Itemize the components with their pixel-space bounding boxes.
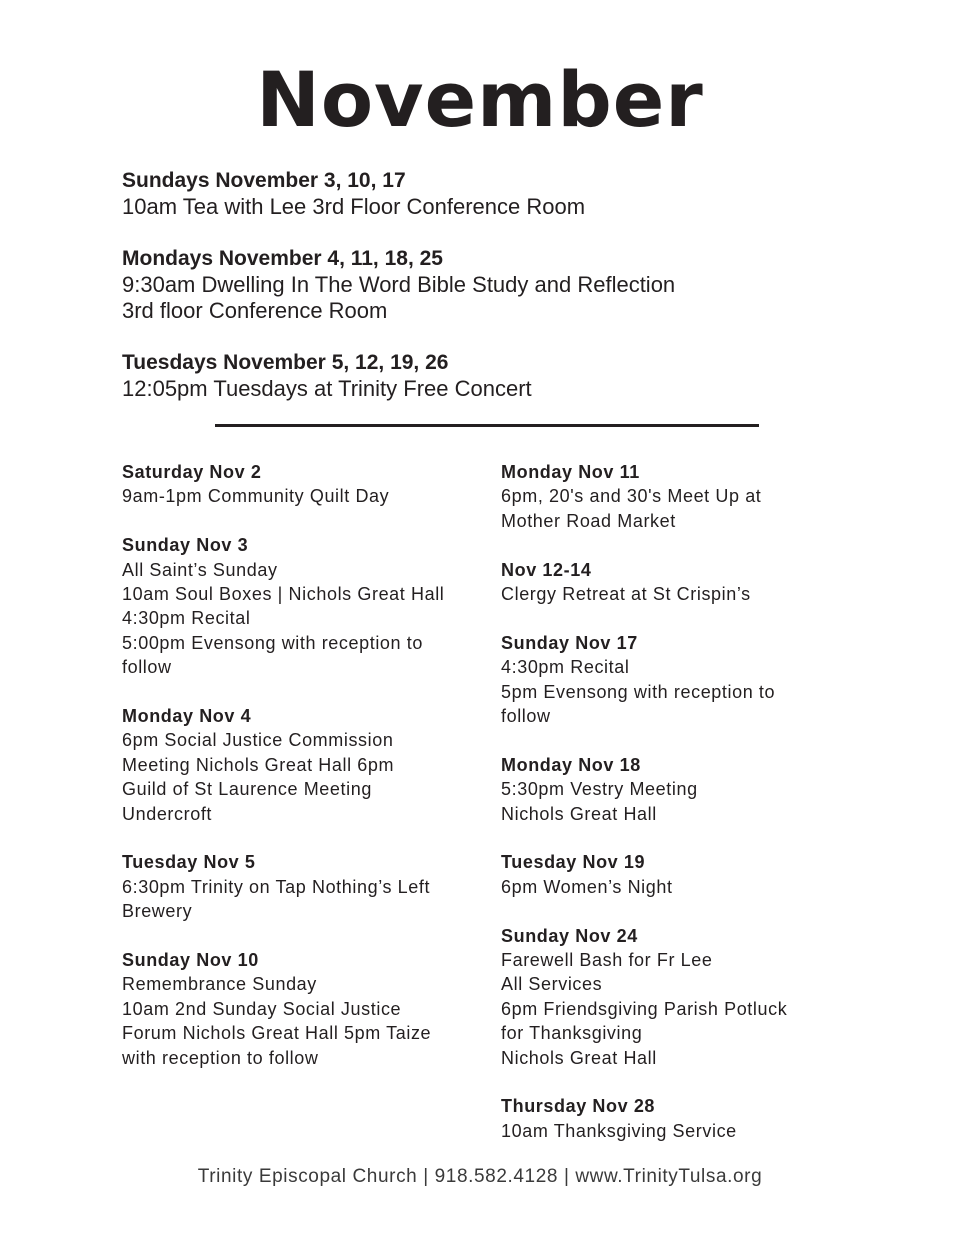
recurring-heading: Mondays November 4, 11, 18, 25 xyxy=(122,247,443,270)
event-detail: Remembrance Sunday xyxy=(122,974,317,995)
event-item xyxy=(501,753,841,826)
recurring-detail: 3rd floor Conference Room xyxy=(122,298,388,323)
event-date: Monday Nov 11 xyxy=(501,462,640,482)
event-date: Monday Nov 4 xyxy=(122,706,252,727)
event-date: Tuesday Nov 5 xyxy=(122,852,256,873)
event-item xyxy=(501,850,841,899)
event-detail: Brewery xyxy=(122,901,193,922)
event-detail: with reception to follow xyxy=(122,1047,319,1068)
event-detail: 6pm Social Justice Commission xyxy=(122,730,394,751)
event-detail: Forum Nichols Great Hall 5pm Taize xyxy=(122,1023,432,1044)
event-detail: All Saint’s Sunday xyxy=(122,559,278,580)
event-item xyxy=(122,850,492,923)
event-date: Tuesday Nov 19 xyxy=(501,852,646,873)
section-divider xyxy=(215,424,759,427)
recurring-block xyxy=(122,168,842,220)
event-detail: 6pm Friendsgiving Parish Potluck xyxy=(501,998,788,1019)
recurring-detail: 9:30am Dwelling In The Word Bible Study and Reflection xyxy=(122,272,676,297)
page-title: November xyxy=(256,55,704,144)
recurring-heading: Sundays November 3, 10, 17 xyxy=(122,169,406,192)
events-column-left xyxy=(122,460,492,1094)
event-item xyxy=(501,460,841,533)
event-detail: for Thanksgiving xyxy=(501,1023,643,1044)
event-detail: 9am-1pm Community Quilt Day xyxy=(122,486,390,507)
event-detail: 6:30pm Trinity on Tap Nothing’s Left xyxy=(122,876,431,897)
event-detail: 4:30pm Recital xyxy=(501,657,630,678)
event-detail: 5:30pm Vestry Meeting xyxy=(501,779,698,800)
recurring-detail: 10am Tea with Lee 3rd Floor Conference Room xyxy=(122,194,586,219)
event-detail: Undercroft xyxy=(122,803,213,824)
event-item xyxy=(122,533,492,679)
event-detail: 4:30pm Recital xyxy=(122,608,251,629)
event-detail: 5:00pm Evensong with reception to xyxy=(122,632,423,653)
event-item xyxy=(122,948,492,1070)
event-item xyxy=(122,704,492,826)
event-detail: 10am Thanksgiving Service xyxy=(501,1120,737,1141)
events-column-right xyxy=(501,460,841,1168)
event-detail: Mother Road Market xyxy=(501,510,676,531)
event-date: Sunday Nov 3 xyxy=(122,535,249,556)
event-detail: 10am 2nd Sunday Social Justice xyxy=(122,998,402,1019)
event-detail: Meeting Nichols Great Hall 6pm xyxy=(122,754,395,775)
event-detail: Nichols Great Hall xyxy=(501,803,657,824)
event-item xyxy=(501,1094,841,1143)
event-detail: follow xyxy=(122,657,172,678)
event-detail: 10am Soul Boxes | Nichols Great Hall xyxy=(122,584,445,605)
recurring-block xyxy=(122,246,842,324)
event-detail: 5pm Evensong with reception to xyxy=(501,681,776,702)
event-detail: Clergy Retreat at St Crispin’s xyxy=(501,584,751,605)
event-date: Monday Nov 18 xyxy=(501,754,641,775)
event-item xyxy=(501,924,841,1070)
event-detail: Farewell Bash for Fr Lee xyxy=(501,950,713,971)
footer-contact: Trinity Episcopal Church | 918.582.4128 | www.TrinityTulsa.org xyxy=(197,1166,763,1187)
event-item xyxy=(501,631,841,729)
event-date: Sunday Nov 10 xyxy=(122,950,259,971)
event-detail: Guild of St Laurence Meeting xyxy=(122,779,372,800)
event-item xyxy=(501,558,841,607)
recurring-detail: 12:05pm Tuesdays at Trinity Free Concert xyxy=(122,376,532,401)
event-date: Sunday Nov 17 xyxy=(501,632,638,653)
event-detail: All Services xyxy=(501,974,603,995)
event-date: Nov 12-14 xyxy=(501,559,592,580)
event-date: Thursday Nov 28 xyxy=(501,1096,656,1117)
event-detail: 6pm, 20's and 30's Meet Up at xyxy=(501,486,762,507)
event-date: Sunday Nov 24 xyxy=(501,925,638,946)
recurring-heading: Tuesdays November 5, 12, 19, 26 xyxy=(122,351,449,374)
event-detail: follow xyxy=(501,706,551,727)
event-detail: 6pm Women’s Night xyxy=(501,876,673,897)
event-detail: Nichols Great Hall xyxy=(501,1047,657,1068)
recurring-block xyxy=(122,350,842,402)
event-item xyxy=(122,460,492,509)
event-date: Saturday Nov 2 xyxy=(122,462,262,482)
recurring-events xyxy=(122,168,842,428)
